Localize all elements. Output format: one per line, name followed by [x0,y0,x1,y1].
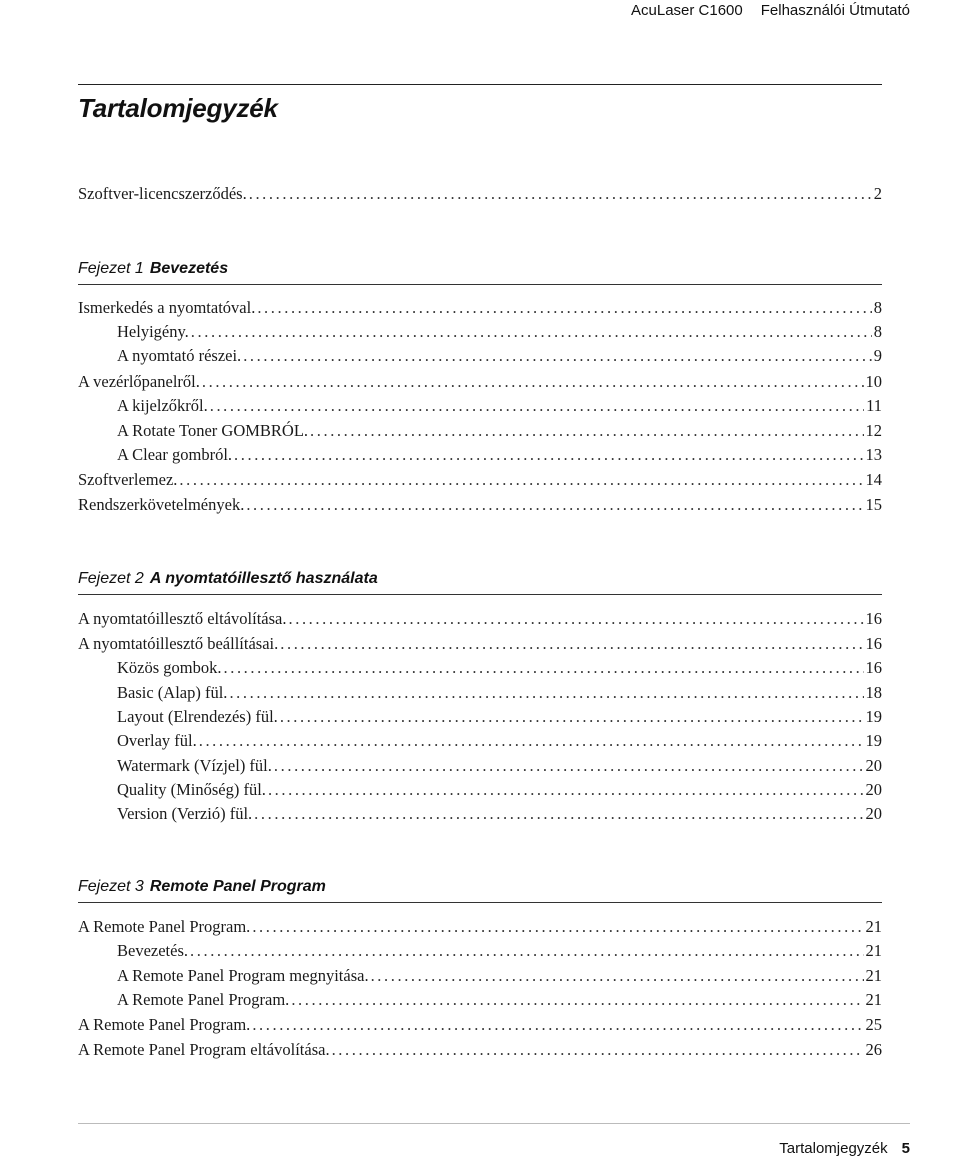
toc-entry-label: Watermark (Vízjel) fül. [117,756,272,775]
toc-entry-page: 20 [865,804,882,823]
toc-entry-label: Basic (Alap) fül. [117,683,228,702]
toc-entry-label: Közös gombok. [117,658,222,677]
toc-entry-label: A nyomtatóillesztő eltávolítása. [78,609,287,628]
toc-entry-label: Rendszerkövetelmények. [78,495,245,514]
toc-entry-page: 19 [865,707,882,726]
toc-entry-page: 21 [865,966,882,985]
toc-entry-label: A Remote Panel Program. [78,1015,251,1034]
toc-entry-page: 25 [865,1015,882,1034]
toc-leader-dots [332,1038,864,1062]
footer-section: Tartalomjegyzék [779,1140,888,1157]
toc-leader-dots [254,802,863,826]
toc-entry-label: Ismerkedés a nyomtatóval. [78,298,256,317]
toc-entry[interactable] [78,1013,882,1037]
chapter-heading[interactable] [78,872,882,903]
toc-entry-page: 12 [865,421,882,440]
toc-entry[interactable] [78,729,882,753]
toc-leader-dots [371,964,864,988]
chapter-number: Fejezet 2 [78,570,144,587]
toc-leader-dots [257,296,871,320]
toc-leader-dots [202,370,864,394]
toc-leader-dots [252,1013,863,1037]
toc-entry-page: 16 [865,658,882,677]
toc-entry-label: A Remote Panel Program. [117,990,290,1009]
header-product: AcuLaser C1600 [631,2,743,19]
toc-entry[interactable] [78,754,882,778]
toc-entry-page: 18 [865,683,882,702]
toc-entry[interactable] [78,370,882,394]
toc-entry[interactable] [78,394,882,418]
toc-entry-page: 26 [865,1040,882,1059]
toc-entry-label: A Remote Panel Program. [78,917,251,936]
toc-entry-page: 15 [865,495,882,514]
toc-entry[interactable] [78,344,882,368]
toc-entry-page: 11 [866,396,882,415]
page-title: Tartalomjegyzék [78,93,278,123]
toc-entry-label: Szoftverlemez. [78,470,178,489]
toc-leader-dots [191,320,872,344]
toc-entry[interactable] [78,1038,882,1062]
chapter-title: Bevezetés [149,260,229,277]
toc-entry[interactable] [78,493,882,517]
toc-entry-label: A vezérlőpanelről. [78,372,200,391]
toc-entry-label: Quality (Minőség) fül. [117,780,266,799]
toc-entry-label: A nyomtatóillesztő beállításai. [78,634,279,653]
toc-entry[interactable] [78,915,882,939]
toc-leader-dots [246,493,863,517]
toc-leader-dots [252,915,863,939]
toc-entry-page: 9 [873,346,882,365]
toc-entry[interactable] [78,320,882,344]
toc-entry-label: Version (Verzió) fül. [117,804,253,823]
toc-leader-dots [243,344,872,368]
toc-leader-dots [190,939,863,963]
chapter-number: Fejezet 3 [78,878,144,895]
toc-entry-page: 16 [865,609,882,628]
running-header [631,0,910,22]
toc-entry-page: 16 [865,634,882,653]
toc-entry-label: A nyomtató részei. [117,346,242,365]
toc-entry-page: 14 [865,470,882,489]
toc-entry-page: 20 [865,756,882,775]
toc-entry[interactable] [78,778,882,802]
toc-entry[interactable] [78,468,882,492]
toc-entry[interactable] [78,607,882,631]
toc-entry-page: 10 [865,372,882,391]
toc-leader-dots [199,729,864,753]
toc-leader-dots [179,468,863,492]
toc-leader-dots [268,778,864,802]
toc-entry[interactable] [78,419,882,443]
toc-entry[interactable] [78,964,882,988]
toc-entry-label: A kijelzőkről. [117,396,208,415]
running-footer [779,1140,910,1157]
toc-leader-dots [310,419,863,443]
toc-entry[interactable] [78,681,882,705]
toc-entry[interactable] [78,632,882,656]
toc-entry-label: A Rotate Toner GOMBRÓL. [117,421,309,440]
toc-entry-page: 13 [865,445,882,464]
toc-leader-dots [249,182,872,206]
toc-leader-dots [224,656,864,680]
toc-entry[interactable] [78,443,882,467]
toc-entry-page: 2 [873,184,882,203]
toc-heading-block [78,84,882,124]
toc-entry-page: 8 [873,298,882,317]
toc-entry-page: 21 [865,941,882,960]
toc-entry-label: Overlay fül. [117,731,197,750]
toc-leader-dots [289,607,864,631]
footer-page-number: 5 [901,1140,910,1157]
toc-entry-label: Bevezetés. [117,941,189,960]
toc-leader-dots [280,705,864,729]
toc-entry-label: A Clear gombról. [117,445,233,464]
toc-leader-dots [234,443,863,467]
toc-leader-dots [229,681,863,705]
chapter-heading[interactable] [78,564,882,595]
footer-divider [78,1123,910,1124]
toc-entry-label: A Remote Panel Program megnyitása. [117,966,369,985]
toc-entry-page: 21 [865,990,882,1009]
toc-entry-label: A Remote Panel Program eltávolítása. [78,1040,330,1059]
toc-entry[interactable] [78,656,882,680]
toc-entry-page: 21 [865,917,882,936]
chapter-title: A nyomtatóillesztő használata [149,570,378,587]
toc-entry-label: Layout (Elrendezés) fül. [117,707,278,726]
chapter-heading[interactable] [78,254,882,285]
toc-entry-page: 20 [865,780,882,799]
chapter-number: Fejezet 1 [78,260,144,277]
toc-entry[interactable] [78,705,882,729]
chapter-title: Remote Panel Program [149,878,326,895]
toc-entry-page: 19 [865,731,882,750]
toc-entry[interactable] [78,802,882,826]
toc-entry-label: Szoftver-licencszerződés. [78,184,247,203]
toc-entry-label: Helyigény. [117,322,189,341]
toc-entry[interactable] [78,939,882,963]
toc-leader-dots [274,754,864,778]
toc-entry-page: 8 [873,322,882,341]
toc-leader-dots [280,632,863,656]
toc-entry[interactable] [78,182,882,206]
header-document-title: Felhasználói Útmutató [760,2,910,19]
toc-leader-dots [291,988,863,1012]
toc-leader-dots [210,394,864,418]
toc-entry[interactable] [78,988,882,1012]
toc-entry[interactable] [78,296,882,320]
